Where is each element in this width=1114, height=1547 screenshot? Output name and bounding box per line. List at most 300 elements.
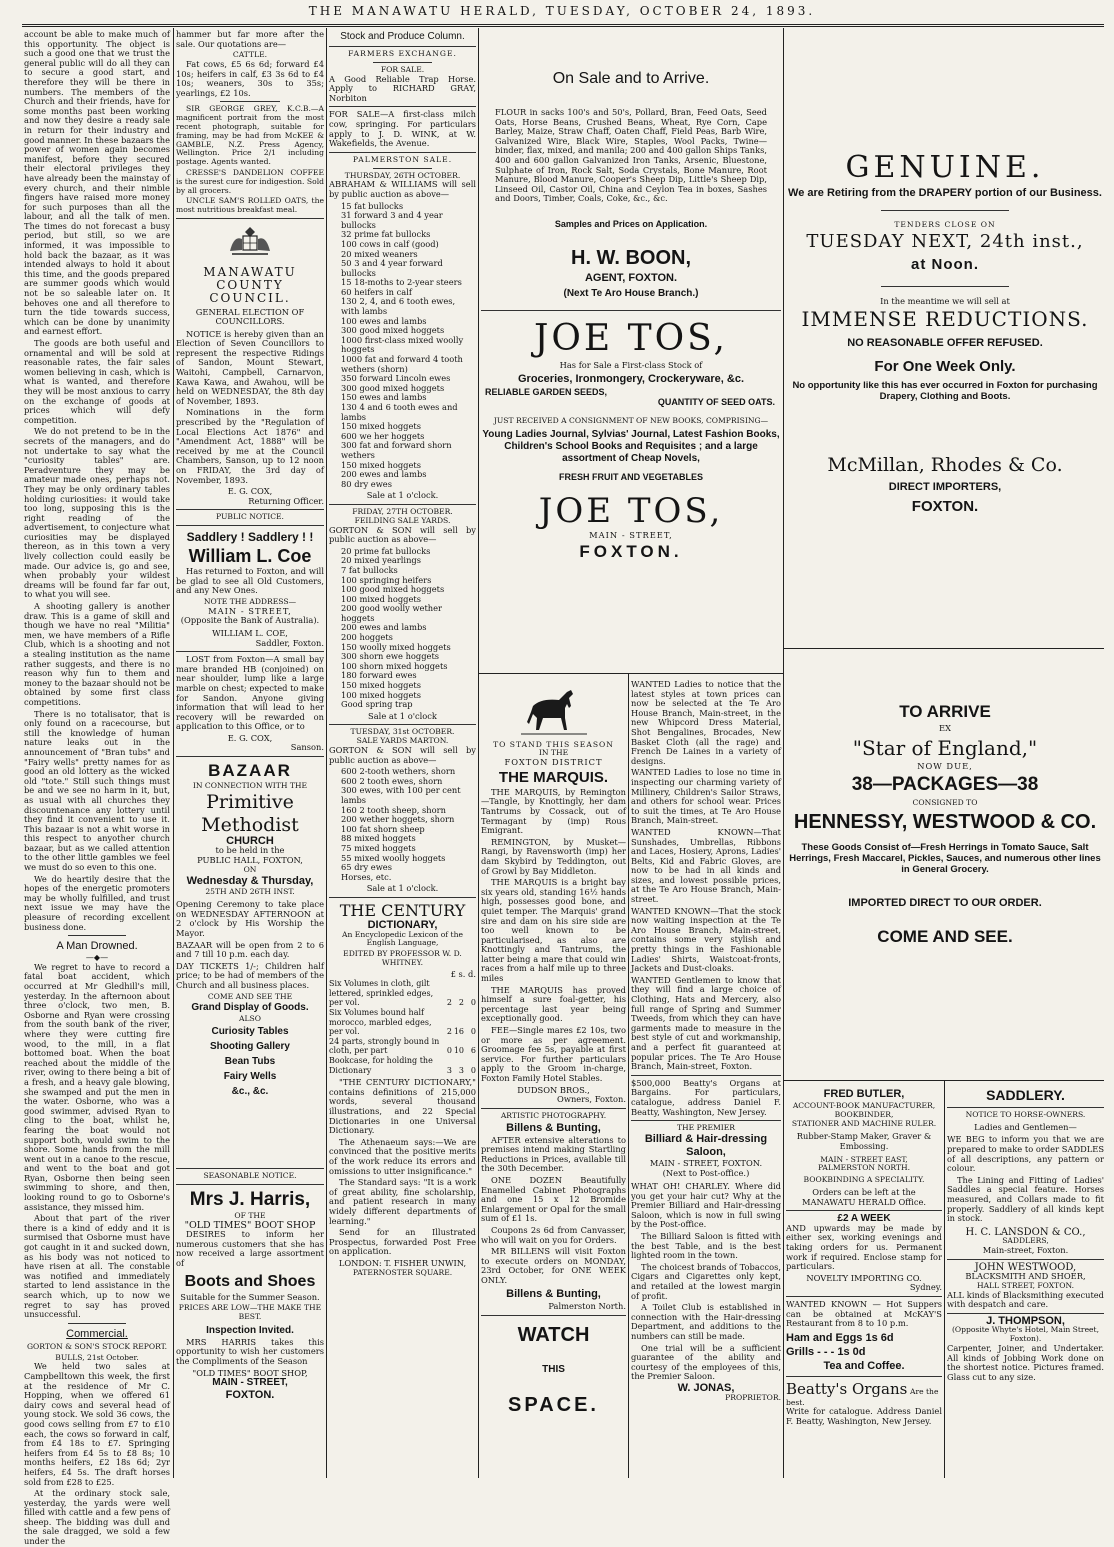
price-row bbox=[329, 1056, 476, 1075]
boon-agent: AGENT, FOXTON. bbox=[584, 271, 678, 284]
sale-date: FRIDAY, 27TH OCTOBER. bbox=[352, 506, 453, 516]
livestock-item: 65 dry ewes bbox=[341, 862, 392, 873]
livestock-item: 150 woolly mixed hoggets bbox=[341, 641, 451, 652]
public-notice-heading: PUBLIC NOTICE. bbox=[216, 512, 284, 522]
livestock-item: 20 mixed weaners bbox=[341, 248, 418, 259]
goods-list: These Goods Consist of—Fresh Herrings in Tomato Sauce, Salt Herrings, Fresh Maccarel, Pickles, Sauces, and numerous other lines in General Grocery. bbox=[789, 841, 1101, 875]
livestock-item: 150 mixed hoggets bbox=[341, 680, 421, 691]
blacksmithing-text: ALL kinds of Blacksmithing executed with despatch and care. bbox=[947, 1289, 1104, 1310]
journals-list: Young Ladies Journal, Sylvias' Journal, Latest Fashion Books, Children's School Books and Requisites ; and a large assortment of Cheap Novels, bbox=[482, 429, 780, 465]
wanted-column bbox=[631, 680, 781, 1478]
divider bbox=[481, 1315, 626, 1316]
groceries-line: Groceries, Ironmongery, Crockeryware, &c. bbox=[518, 373, 744, 386]
billens-text: MR BILLENS will visit Foxton to execute orders on MONDAY, 23rd October, for ONE WEEK ONLY. bbox=[481, 1246, 626, 1285]
attraction-item: Curiosity Tables bbox=[211, 1026, 289, 1038]
dictionary-text: "THE CENTURY DICTIONARY," contains definitions of 215,000 words, several thousand illustrations, and 22 Special Dictionaries in one Universal Dictionary. bbox=[329, 1077, 476, 1136]
price-table bbox=[329, 979, 476, 1075]
billens-heading-2: Billens & Bunting, bbox=[506, 1288, 601, 1301]
billiard-saloon-heading: Billiard & Hair-dressing Saloon, bbox=[644, 1132, 768, 1158]
price-amount: 0 bbox=[446, 1046, 452, 1056]
bazaar-article-paragraph: A shooting gallery is another draw. This is a game of skill and though we have no real "Militia" men, we have members of a Rifle Club, which is a shooting and not a stealing institution as the name rather suggests, and there is no reason why fun to them and money to the bazaar should not be obtained by some first class competitions. bbox=[24, 601, 170, 707]
divider bbox=[373, 168, 432, 169]
for-sale-label: FOR SALE. bbox=[380, 64, 425, 74]
divider bbox=[176, 1168, 324, 1169]
prices-low: PRICES ARE LOW—THE MAKE THE BEST. bbox=[178, 1303, 322, 1321]
divider bbox=[176, 651, 324, 652]
owners-name: DUDSON BROS., bbox=[517, 1084, 590, 1095]
opening-ceremony: Opening Ceremony to take place on WEDNESDAY AFTERNOON at 2 o'clock by His Worship the Mayor. bbox=[176, 899, 324, 939]
trade-line: BOOKBINDER, bbox=[834, 1109, 894, 1119]
marquis-record: THE MARQUIS has proved himself a sure foal-getter, his percentage last year being exceptionally good. bbox=[481, 984, 626, 1024]
sale-heading: PALMERSTON SALE. bbox=[352, 154, 453, 164]
divider bbox=[176, 525, 324, 526]
divider bbox=[786, 1210, 942, 1211]
price-amount: 3 bbox=[458, 1065, 464, 1075]
bazaar-heading: BAZAAR bbox=[208, 761, 292, 781]
price-row bbox=[329, 979, 476, 1008]
beatty-tagline: Are the best. bbox=[786, 1386, 939, 1407]
ticket-info: DAY TICKETS 1/-; Children half price; to be had of members of the Church and all business places. bbox=[176, 960, 324, 990]
divider bbox=[373, 62, 432, 63]
ship-name: "Star of England," bbox=[852, 735, 1038, 760]
drowned-article-paragraph: We regret to have to record a fatal boat accident, which occurred at Mr Gledhill's mill, yesterday. In the afternoon about three o'clock, two men, B. Osborne and Ryan were crossing from the south bank of the river, where they were cutting fire wood, to the mill, in a flat bottomed boat. When the boat reached about the middle of the river, owing to there being a bit of a fresh, and a heavy gale blowing, she swamped and put the men in the water. Osborne, who was a good swimmer, advised Ryan to cling to the boat, whilst he, fearing the boat would not support both, would swim to the shore. Some hands from the mill went out in a canoe to the rescue, and went to the boat and got Ryan, Osborne then being seen swimming to shore, and then, looking round to go to Osborne's assistance, they missed him. bbox=[24, 961, 170, 1212]
marquis-fee: FEE—Single mares £2 10s, two or more as per agreement. Groomage fee 5s, payable at first service. For further particulars apply to the Groom in-charge, Foxton Family Hotel Stables. bbox=[481, 1025, 626, 1083]
note-address: NOTE THE ADDRESS— bbox=[203, 596, 297, 606]
divider bbox=[68, 935, 126, 936]
saloon-text: A Toilet Club is established in connection with the Hair-dressing Department, and additions to the numbers can still be made. bbox=[631, 1302, 781, 1342]
livestock-item: 1000 first-class mixed woolly hoggets bbox=[341, 334, 464, 355]
stallion-illustration bbox=[481, 684, 626, 741]
livestock-item: 50 3 and 4 year forward bullocks bbox=[341, 258, 443, 278]
also-label: ALSO bbox=[239, 1014, 261, 1024]
coe-text: Has returned to Foxton, and will be glad to see all Old Customers, and any New Ones. bbox=[176, 566, 324, 596]
signature-name: E. G. COX, bbox=[227, 486, 273, 497]
auctioneer-intro: GORTON & SON will sell by public auction as above— bbox=[329, 745, 476, 765]
livestock-item: 88 mixed hoggets bbox=[341, 833, 416, 844]
novelty-place: Sydney. bbox=[909, 1282, 942, 1293]
commercial-paragraph: At the ordinary stock sale, yesterday, the yards were well filled with cattle and a few pens of sheep. The bidding was dull and the sale dragged, we sold a few under the bbox=[24, 1488, 170, 1547]
livestock-item: 15 fat bullocks bbox=[341, 200, 404, 211]
livestock-item: 300 good mixed hoggets bbox=[341, 325, 445, 336]
harris-name: Mrs J. Harris, bbox=[189, 1188, 311, 1210]
lansdon-name: H. C. LANSDON & CO., bbox=[965, 1226, 1086, 1238]
livestock-list bbox=[329, 202, 476, 490]
seed-oats: QUANTITY OF SEED OATS. bbox=[657, 396, 775, 407]
thompson-name: J. THOMPSON, bbox=[986, 1314, 1065, 1327]
bazaar-article-paragraph: There is no totalisator, that is only found on a racecourse, but still the knowledge of human nature leaks out in the announcement of "Bran tubs" and "Fairy wells" pretty names for as good an old lottery as the wicked old "tote." Still such things must be and we see no harm in it, but, as usual with all churches they discountenance any lottery until they find it convenient to use it. This bazaar is not a whit worse in this respect to anyother church bazaar, but as we called attention to the other little gambles we feel we must do so even to this one. bbox=[24, 708, 170, 873]
saddlery-heading: Saddlery ! Saddlery ! ! bbox=[186, 530, 314, 545]
column-rule bbox=[783, 28, 784, 1478]
currency-header: £ s. d. bbox=[450, 968, 476, 979]
saddle-order-text: WE BEG to inform you that we are prepared to make to order SADDLES of all descriptions, any pattern or colour. bbox=[947, 1134, 1104, 1174]
column-rule bbox=[628, 674, 629, 1478]
sale-date: THURSDAY, 26TH OCTOBER. bbox=[344, 170, 461, 180]
wanted-notice: WANTED Ladies to lose no time in inspecting our charming variety of Millinery, Children's Sailor Straws, and others for school wear. Prices to suit the times, at Te Aro House Branch, Main-street. bbox=[631, 767, 781, 826]
organs-ad: $500,000 Beatty's Organs at Bargains. For particulars, catalogue, address Daniel F. Beatty, Washington, New Jersey. bbox=[631, 1077, 781, 1117]
billens-heading: Billens & Bunting, bbox=[506, 1121, 601, 1134]
saloon-address: MAIN - STREET, FOXTON. bbox=[649, 1157, 763, 1168]
livestock-item: 100 mixed hoggets bbox=[341, 593, 421, 604]
remington-pedigree: REMINGTON, by Musket—Rangi, by Ravensworth (imp) her dam Skybird by Teddington, out of Growl by Bay Middleton. bbox=[481, 836, 626, 876]
novelty-company: NOVELTY IMPORTING CO. bbox=[806, 1272, 922, 1283]
thompson-address: (Opposite Whyte's Hotel, Main Street, Foxton). bbox=[951, 1325, 1100, 1344]
standard-quote: The Standard says: "It is a work of great ability, fine scholarship, and patient research in many widely different departments of learning." bbox=[329, 1177, 476, 1226]
notice-horse-owners: NOTICE TO HORSE-OWNERS. bbox=[965, 1110, 1086, 1119]
beatty-organs: Beatty's Organs bbox=[786, 1379, 908, 1398]
billens-place: Palmerston North. bbox=[548, 1301, 626, 1312]
boon-location: (Next Te Aro House Branch.) bbox=[563, 287, 699, 299]
packages-count: 38—PACKAGES—38 bbox=[851, 774, 1039, 796]
livestock-item: 100 ewes and lambs bbox=[341, 315, 427, 326]
at-noon: at Noon. bbox=[911, 255, 979, 273]
butler-name: FRED BUTLER, bbox=[823, 1088, 905, 1100]
wanted-notice: WANTED KNOWN—That the stock now waiting inspection at the Te Aro House Branch, Main-street, contains some very stylish and pretty things in the Fashionable Ladies' Shirts, Waistcoat-fronts, Jackets and Dust-cloaks. bbox=[631, 905, 781, 974]
commercial-paragraph: We held two sales at Campbelltown this week, the first at the residence of Mr C. Hopping, when we offered 61 dairy cows and several head of young stock. We sold 36 cows, the good cows selling from £7 to £10 each, the cows so forward in calf, from £4 18s to £7. Springing heifers from £4 5s to £8 8s; 10 months heifers, £2 18s 6d; 2yr heifers, £4 5s. The draft horses sold from £28 to £25. bbox=[24, 1361, 170, 1487]
livestock-item: 7 fat bullocks bbox=[341, 564, 398, 575]
this-word: THIS bbox=[542, 1364, 565, 1376]
livestock-list bbox=[329, 547, 476, 710]
ad-grey-portrait: SIR GEORGE GREY, K.C.B.—A magnificent portrait from the most recent photograph, suitable for framing, may be had from McKEE & GAMBLE, N.Z. Press Agency, Wellington. Price 2/1 including postage. Agents wanted. bbox=[176, 104, 324, 167]
livestock-item: 75 mixed hoggets bbox=[341, 842, 416, 853]
price-description: Six Volumes in cloth, gilt lettered, sprinkled edges, per vol. bbox=[329, 979, 434, 1008]
divider bbox=[176, 756, 324, 757]
divider bbox=[176, 509, 324, 510]
livestock-item: 200 ewes and lambs bbox=[341, 469, 427, 480]
livestock-item: 600 2 tooth ewes, shorn bbox=[341, 775, 443, 786]
joe-tos-heading: JOE TOS, bbox=[533, 317, 728, 359]
consigned-to: CONSIGNED TO bbox=[912, 798, 978, 808]
direct-importers: DIRECT IMPORTERS, bbox=[888, 481, 1002, 494]
main-street: MAIN - STREET, bbox=[589, 529, 673, 540]
westwood-address: HALL STREET, FOXTON. bbox=[976, 1280, 1075, 1290]
price-amount: 0 bbox=[470, 1065, 476, 1075]
auctioneer-intro: ABRAHAM & WILLIAMS will sell by public auction as above— bbox=[329, 179, 476, 199]
livestock-item: Horses, etc. bbox=[341, 871, 392, 882]
dateline: BULLS, 21st October. bbox=[55, 1352, 139, 1362]
divider bbox=[947, 1259, 1104, 1260]
livestock-item: 60 heifers in calf bbox=[341, 286, 412, 297]
drowned-article-paragraph: About that part of the river there is a kind of eddy and it is surmised that Osborne must have got caught in it and sucked down, as his body was not noticed to have risen at all. The constable was notified and immediately started to lend assistance in the search which, up to now we regret to say has proved unsuccessful. bbox=[24, 1213, 170, 1320]
stock-column-title: Stock and Produce Column. bbox=[340, 31, 465, 42]
butler-column bbox=[786, 1086, 942, 1478]
column-rule bbox=[944, 1081, 945, 1478]
livestock-item: 100 mixed hoggets bbox=[341, 689, 421, 700]
divider bbox=[947, 1313, 1104, 1314]
price-description: Bookcase, for holding the Dictionary bbox=[329, 1056, 433, 1075]
price-amount: 0 bbox=[470, 998, 476, 1008]
livestock-item: 200 hoggets bbox=[341, 632, 393, 643]
foxton-label: FOXTON. bbox=[225, 1388, 275, 1401]
divider bbox=[220, 101, 279, 102]
sale-time: Sale at 1 o'clock. bbox=[366, 490, 439, 501]
divider bbox=[176, 1184, 324, 1185]
price-amount: 2 bbox=[446, 998, 452, 1008]
saddlery-column bbox=[947, 1086, 1104, 1478]
price-amount: 10 bbox=[453, 1046, 464, 1056]
masthead-title: THE MANAWATU HERALD, TUESDAY, OCTOBER 24, 1893. bbox=[308, 4, 816, 18]
livestock-item: 200 wether hoggets, shorn bbox=[341, 814, 455, 825]
council-notice-title: MANAWATU COUNTY COUNCIL. bbox=[203, 264, 297, 305]
livestock-item: 20 prime fat bullocks bbox=[341, 545, 431, 556]
royal-coat-of-arms bbox=[176, 223, 324, 262]
quotations-intro: hammer but far more after the sale. Our quotations are— bbox=[176, 29, 324, 49]
livestock-item: 300 good mixed hoggets bbox=[341, 382, 445, 393]
has-for-sale: Has for Sale a First-class Stock of bbox=[559, 359, 703, 370]
cattle-prices: Fat cows, £5 6s 6d; forward £4 10s; heifers in calf, £3 3s 6d to £4 10s; weaners, 30s to 35s; yearlings, £2 10s. bbox=[176, 58, 324, 98]
price-amount: 2 bbox=[446, 1027, 452, 1037]
boon-name: H. W. BOON, bbox=[571, 246, 691, 269]
dictionary-title: DICTIONARY, bbox=[367, 918, 438, 931]
watch-word: WATCH bbox=[517, 1324, 590, 1347]
section-rule bbox=[784, 648, 1104, 649]
greeting: Ladies and Gentlemen— bbox=[974, 1121, 1077, 1132]
boot-shop-name-2: "OLD TIMES" BOOT SHOP, bbox=[192, 1367, 308, 1378]
genuine-heading: GENUINE. bbox=[845, 150, 1045, 185]
divider bbox=[329, 504, 476, 505]
saddlery-heading: SADDLERY. bbox=[986, 1087, 1065, 1103]
seasonable-notice: SEASONABLE NOTICE. bbox=[203, 1171, 297, 1180]
boot-shop-name: "OLD TIMES" BOOT SHOP bbox=[184, 1219, 316, 1231]
livestock-item: 300 fat and forward shorn wethers bbox=[341, 440, 452, 460]
marquis-column bbox=[481, 680, 626, 1478]
council-notice-text: NOTICE is hereby given than an Election of Seven Councillors to represent the respective Ridings of Sandon, Mount Stewart, Waitohi, Campbell, Carnarvon, Kawa Kawa, and Awahou, will be held on WEDNESDAY, the 8th day of November, 1893. bbox=[176, 328, 324, 406]
ornament-divider: —◆— bbox=[85, 953, 109, 963]
price-description: 24 parts, strongly bound in cloth, per part bbox=[329, 1036, 440, 1056]
attraction-item: Fairy Wells bbox=[223, 1071, 277, 1083]
artistic-photography: ARTISTIC PHOTOGRAPHY. bbox=[500, 1110, 607, 1120]
livestock-item: 150 mixed hoggets bbox=[341, 459, 421, 470]
suppers-notice: WANTED KNOWN — Hot Suppers can be obtained at McKAY'S Restaurant from 8 to 10 p.m. bbox=[786, 1298, 942, 1329]
immense-reductions: IMMENSE REDUCTIONS. bbox=[801, 307, 1089, 332]
wanted-notice: WANTED KNOWN—That Sunshades, Umbrellas, Ribbons and Laces, Hosiery, Aprons, Ladies' Belts, Kid and Fabric Gloves, are now to be had in all kinds and sizes, and lowest possible prices, at the Te Aro House Branch, Main-street. bbox=[631, 826, 781, 905]
now-due: NOW DUE, bbox=[917, 760, 973, 771]
attraction-item: Bean Tubs bbox=[224, 1056, 276, 1068]
bazaar-article-intro: account be able to make much of this opportunity. The object is such a good one that we trust the general public will do all they can to secure a good start, and therefore they will be there in numbers. The members of the Church and their friends, have for some months past been working and now they desire a ready sale in return for their industry and good manner. In these bazaars the power of women again becomes manifest, before they secured their electoral privileges they have already been the mainstay of every church, and their nimble fingers have raised more money for such purposes than all the labour, and all the talk of men. The times do not forecast a busy period, but still, so we are informed, it was impossible to hold back the bazaar, as it was intended always to hold it about this time, and the goods prepared are summer goods which would not be so saleable later on. It behoves one and all therefore to turn the tide towards success, which can be done by unanimity and earnest effort. bbox=[24, 29, 170, 337]
livestock-item: 150 ewes and lambs bbox=[341, 392, 427, 403]
marquis-heading: THE MARQUIS. bbox=[498, 768, 609, 786]
bazaar-days: Wednesday & Thursday, bbox=[186, 875, 314, 888]
divider bbox=[881, 210, 1008, 211]
ad-rolled-oats: UNCLE SAM'S ROLLED OATS, the most nutritious breakfast meal. bbox=[176, 196, 324, 215]
header-rule bbox=[22, 24, 1104, 25]
on-label: ON bbox=[243, 864, 257, 874]
orders-note: Orders can be left at the MANAWATU HERALD Office. bbox=[801, 1186, 927, 1207]
council-notice-text: Nominations in the form prescribed by the "Regulation of Local Elections Act 1876" and "Amendment Act, 1888" will be received by me at the Council Chambers, Sanson, up to 12 noon on FRIDAY, the 3rd day of November, 1893. bbox=[176, 407, 324, 485]
wanted-notice: WANTED Ladies to notice that the latest styles at town prices can now be selected at the Te Aro House Branch, Main-street, in the new Whipcord Dress Material, Shot Bengalines, Brocades, New Basket Cloth (all the rage) and French De Laines in a variety of designs. bbox=[631, 679, 781, 766]
bazaar-article-paragraph: We do not pretend to be in the secrets of the managers, and do not undertake to say what the "curiosity tables" are. Peradventure they may be amateur made ones, perhaps not. They may be only ordinary tables holding curiosities: it would take too long, supposing this is the right reading of the advertisement, to conjecture what curiosities may be displayed thereon, as in this town a very lively collection could easily be made. Our advice is, go and see, when probably your wildest dreams will be found far far out, to what you will see. bbox=[24, 426, 170, 600]
livestock-item: 130 4 and 6 tooth ewes and lambs bbox=[341, 402, 458, 422]
beatty-text: Write for catalogue. Address Daniel F. Beatty, Washington, New Jersey. bbox=[786, 1406, 942, 1427]
send-prospectus: Send for an Illustrated Prospectus, forwarded Post Free on application. bbox=[329, 1227, 476, 1257]
price-amount: 0 bbox=[470, 1027, 476, 1037]
boots-shoes-heading: Boots and Shoes bbox=[184, 1272, 316, 1290]
livestock-item: 150 mixed hoggets bbox=[341, 421, 421, 432]
mcmillan-heading: McMillan, Rhodes & Co. bbox=[827, 454, 1063, 477]
publisher-address: PATERNOSTER SQUARE. bbox=[352, 1267, 453, 1277]
price-amount: 6 bbox=[470, 1046, 476, 1056]
in-the: IN THE bbox=[538, 748, 569, 758]
divider bbox=[786, 1296, 942, 1297]
joe-tos-heading-2: JOE TOS, bbox=[538, 490, 724, 531]
premier-label: THE PREMIER bbox=[676, 1123, 736, 1133]
tuesday-next: TUESDAY NEXT, 24th inst., bbox=[806, 230, 1084, 252]
trade-line: STATIONER AND MACHINE RULER. bbox=[791, 1118, 937, 1128]
bazaar-article-paragraph: We do heartily desire that the hopes of the energetic promoters may be wholly fulfilled, and trust next issue we may have the pleasure of recording excellent business done. bbox=[24, 873, 170, 932]
divider bbox=[481, 310, 781, 311]
livestock-item: 100 shorn mixed hoggets bbox=[341, 660, 448, 671]
price-row bbox=[329, 1037, 476, 1056]
grand-display: Grand Display of Goods. bbox=[191, 1002, 309, 1014]
livestock-item: 100 good mixed hoggets bbox=[341, 584, 445, 595]
horse-icon bbox=[519, 684, 589, 738]
editor-line: EDITED BY PROFESSOR W. D. WHITNEY. bbox=[343, 949, 462, 967]
charley-ad: WHAT OH! CHARLEY. Where did you get your hair cut? Why at the Premier Billiard and Hair-dressing Saloon, which is now in full swing by the Post-office. bbox=[631, 1181, 781, 1230]
church-label: CHURCH bbox=[226, 834, 274, 847]
grills-price: Grills - - - 1s 0d bbox=[786, 1345, 866, 1358]
stock-produce-column bbox=[329, 30, 476, 1478]
bazaar-connection: IN CONNECTION WITH THE bbox=[192, 781, 308, 791]
saloon-location: (Next to Post-office.) bbox=[662, 1167, 750, 1178]
billens-text: ONE DOZEN Beautifully Enamelled Cabinet Photographs and one 15 x 12 Bromide Enlargement or Opal for the small sum of £1 1s. bbox=[481, 1174, 626, 1224]
signature-role: Saddler, Foxton. bbox=[255, 637, 324, 648]
imported-direct: IMPORTED DIRECT TO OUR ORDER. bbox=[848, 896, 1042, 909]
main-street: MAIN - STREET, bbox=[212, 1377, 288, 1389]
news-column bbox=[24, 29, 170, 1547]
article-heading-drowned: A Man Drowned. bbox=[56, 940, 138, 953]
livestock-item: Good spring trap bbox=[341, 699, 413, 710]
sale-heading: FEILDING SALE YARDS. bbox=[354, 515, 451, 525]
come-see-label: COME AND SEE THE bbox=[207, 991, 293, 1001]
price-amount: 2 bbox=[458, 998, 464, 1008]
hennessy-heading: HENNESSY, WESTWOOD & CO. bbox=[793, 810, 1097, 833]
no-offer-refused: NO REASONABLE OFFER REFUSED. bbox=[847, 337, 1043, 350]
harris-ad bbox=[176, 1165, 324, 1475]
wanted-notice: WANTED Gentlemen to know that they will find a large choice of Clothing, Hats and Mercery, also full range of Spring and Summer Tweeds, from which they can have garments made to measure in the best style of cut and workmanship, and a perfect fit guaranteed at popular prices. The Te Aro House Branch, Main-street, Foxton. bbox=[631, 974, 781, 1072]
lost-mare-notice: LOST from Foxton—A small bay mare branded HB (conjoined) on near shoulder, lump like a large marble on chest; expected to make for Sandon. Anyone giving information that will lead to her recovery will be rewarded on application to this Office, or to bbox=[176, 654, 324, 732]
milch-cow-ad: FOR SALE—A first-class milch cow, springing. For particulars apply to J. D. WINK, at W. Wakefields, the Avenue. bbox=[329, 109, 476, 149]
price-amount: 16 bbox=[453, 1027, 464, 1037]
livestock-item: 300 ewes, with 100 per cent lambs bbox=[341, 785, 461, 805]
century-title: THE CENTURY bbox=[339, 900, 466, 920]
proprietor-role: PROPRIETOR. bbox=[725, 1392, 781, 1402]
divider bbox=[786, 1376, 942, 1377]
divider bbox=[329, 152, 476, 153]
divider bbox=[329, 106, 476, 107]
coe-name: William L. Coe bbox=[188, 546, 312, 567]
carpenter-text: Carpenter, Joiner, and Undertaker. All kinds of Jobbing Work done on the shortest notice. Pictures framed. Glass cut to any size. bbox=[947, 1343, 1104, 1382]
column-rule bbox=[173, 28, 174, 1478]
westwood-name: JOHN WESTWOOD, bbox=[974, 1261, 1077, 1273]
butler-town: PALMERSTON NORTH. bbox=[817, 1163, 911, 1173]
divider bbox=[881, 286, 1008, 287]
on-sale-heading: On Sale and to Arrive. bbox=[552, 70, 710, 87]
price-description: Six Volumes bound half morocco, marbled edges, per vol. bbox=[329, 1008, 432, 1037]
ad-dandelion-coffee: CRESSE'S DANDELION COFFEE is the surest cure for indigestion. Sold by all grocers. bbox=[176, 167, 324, 195]
saloon-text: One trial will be a sufficient guarantee of the ability and courtesy of the employees of this, the Premier Saloon. bbox=[631, 1342, 781, 1382]
garden-seeds: RELIABLE GARDEN SEEDS, bbox=[485, 387, 608, 398]
auctioneer-intro: GORTON & SON will sell by public auction as above— bbox=[329, 524, 476, 545]
coat-of-arms-icon bbox=[226, 223, 274, 259]
samples-line: Samples and Prices on Application. bbox=[554, 218, 708, 229]
inspection-invited: Inspection Invited. bbox=[206, 1324, 294, 1336]
saddlers-label: SADDLERS, bbox=[1002, 1236, 1049, 1246]
bazaar-article-paragraph: The goods are both useful and ornamental and will be sold at reasonable rates, the fair sales women believing in cash, which is what is wanted, and therefore they will be most anxious to carry on the exchange of goods at prices which will defy competition. bbox=[24, 338, 170, 425]
column-rule bbox=[326, 28, 327, 1478]
week-text: AND upwards may be made by either sex, working evenings and taking orders for us. Permanent work if required. Enclose stamp for particulars. bbox=[786, 1222, 942, 1272]
stock-report-title: GORTON & SON'S STOCK REPORT. bbox=[26, 1341, 168, 1351]
price-amount: 3 bbox=[446, 1065, 452, 1075]
livestock-item: 20 mixed yearlings bbox=[341, 555, 421, 566]
section-rule bbox=[479, 673, 783, 674]
opportunity-text: No opportunity like this has ever occurred in Foxton for purchasing Drapery, Clothing and Boots. bbox=[792, 380, 1098, 403]
council-notice-subtitle: GENERAL ELECTION OF COUNCILLORS. bbox=[195, 306, 305, 327]
livestock-item: 200 good woolly wether hoggets bbox=[341, 603, 443, 623]
held-label: to be held in the bbox=[215, 845, 285, 856]
butler-address: MAIN - STREET EAST, bbox=[820, 1154, 908, 1164]
of-the-label: OF THE bbox=[234, 1210, 266, 1220]
foxton-label: FOXTON. bbox=[579, 542, 683, 562]
dictionary-subtitle: An Encyclopedic Lexicon of the English Language, bbox=[342, 929, 463, 948]
rubber-stamp: Rubber-Stamp Maker, Graver & Embossing. bbox=[796, 1131, 932, 1151]
week-heading: £2 A WEEK bbox=[837, 1213, 891, 1225]
tenders-close: TENDERS CLOSE ON bbox=[894, 220, 996, 229]
blacksmith-label: BLACKSMITH AND SHOER, bbox=[965, 1271, 1086, 1282]
books-received: JUST RECEIVED A CONSIGNMENT OF NEW BOOKS, COMPRISING— bbox=[493, 416, 769, 426]
harris-text-2: MRS HARRIS takes this opportunity to wish her customers the Compliments of the Season bbox=[176, 1336, 324, 1366]
attraction-item: Shooting Gallery bbox=[209, 1041, 290, 1053]
publisher: LONDON: T. FISHER UNWIN, bbox=[338, 1257, 467, 1268]
saddle-fitting-text: The Lining and Fitting of Ladies' Saddles a special feature. Horses measured, and Collars made to fit properly. Saddlery of all kinds kept in stock. bbox=[947, 1174, 1104, 1224]
sale-heading: SALE YARDS MARTON. bbox=[356, 736, 449, 746]
primitive-methodist-heading: Primitive Methodist bbox=[201, 790, 299, 836]
livestock-item: 200 ewes and lambs bbox=[341, 622, 427, 633]
divider bbox=[68, 1323, 126, 1324]
bazaar-dates: 25TH AND 26TH INST. bbox=[205, 887, 295, 897]
saloon-text: The choicest brands of Tobaccos, Cigars and Cigarettes only kept, and retailed at the lowest margin of profit. bbox=[631, 1261, 781, 1301]
billens-text: Coupons 2s 6d from Canvasser, who will wait on you for Orders. bbox=[481, 1224, 626, 1245]
livestock-list bbox=[329, 767, 476, 882]
livestock-item: 80 dry ewes bbox=[341, 478, 392, 489]
fresh-fruit: FRESH FRUIT AND VEGETABLES bbox=[558, 472, 703, 483]
ex-label: EX bbox=[939, 723, 951, 733]
trap-horse-ad: A Good Reliable Trap Horse. Apply to RICHARD GRAY, Norbiton bbox=[329, 73, 476, 103]
signature-name: E. G. COX, bbox=[227, 732, 273, 743]
bookbinding-specialty: BOOKBINDING A SPECIALITY. bbox=[803, 1175, 925, 1185]
livestock-item: 350 forward Lincoln ewes bbox=[341, 373, 451, 384]
livestock-item: 32 prime fat bullocks bbox=[341, 229, 431, 240]
signature-role: Returning Officer. bbox=[248, 495, 324, 506]
come-and-see: COME AND SEE. bbox=[877, 926, 1013, 946]
produce-list: FLOUR in sacks 100's and 50's, Pollard, Bran, Feed Oats, Seed Oats, Horse Beans, Crushed Beans, Wheat, Rye Corn, Cape Barley, Maize, Straw Chaff, Oaten Chaff, Field Peas, Barb Wire, Galvanized Wire, Black Wire, Staples, Wool Packs, Twine—binder, flax, mixed, and manila; 200 and 400 gallon Ships Tanks, 400 and 600 gallon Galvanized Iron Tanks, Arsenic, Bluestone, Sulphate of Iron, Rock Salt, Soda Crystals, Bone Manure, Root Manure, Blood Manure, Cooper's Sheep Dip, Little's Sheep Dip, Linseed Oil, Castor Oil, China and Ceylon Tea in boxes, Sashes and Doors, Timber, Coals, Coke, &c., &c. bbox=[495, 107, 767, 204]
livestock-item: 31 forward 3 and 4 year bullocks bbox=[341, 210, 443, 230]
one-week-only: For One Week Only. bbox=[874, 358, 1016, 376]
space-word: SPACE. bbox=[508, 1394, 599, 1417]
price-row bbox=[329, 1008, 476, 1037]
boon-tos-column bbox=[481, 30, 781, 670]
livestock-item: 15 18-moths to 2-year steers bbox=[341, 277, 462, 288]
sale-time: Sale at 1 o'clock bbox=[368, 710, 437, 721]
marquis-pedigree: THE MARQUIS, by Remington—Tangle, by Knottingly, her dam Tantrums by Cossack, out of Termagant by (imp) Rous Emigrant. bbox=[481, 786, 626, 836]
sale-date: TUESDAY, 31st OCTOBER. bbox=[350, 727, 455, 737]
foxton-label: FOXTON. bbox=[911, 498, 979, 516]
hall-label: PUBLIC HALL, FOXTON, bbox=[197, 855, 303, 866]
livestock-item: 180 forward ewes bbox=[341, 670, 417, 681]
divider bbox=[176, 218, 324, 219]
retiring-notice: We are Retiring from the DRAPERY portion of our Business. bbox=[788, 187, 1102, 199]
athenaeum-quote: The Athenaeum says:—We are convinced that the positive merits of the work reduce its errors and omissions to utter insignificance." bbox=[329, 1136, 476, 1176]
district: FOXTON DISTRICT bbox=[504, 757, 603, 768]
ham-eggs-price: Ham and Eggs 1s 6d bbox=[786, 1331, 894, 1344]
